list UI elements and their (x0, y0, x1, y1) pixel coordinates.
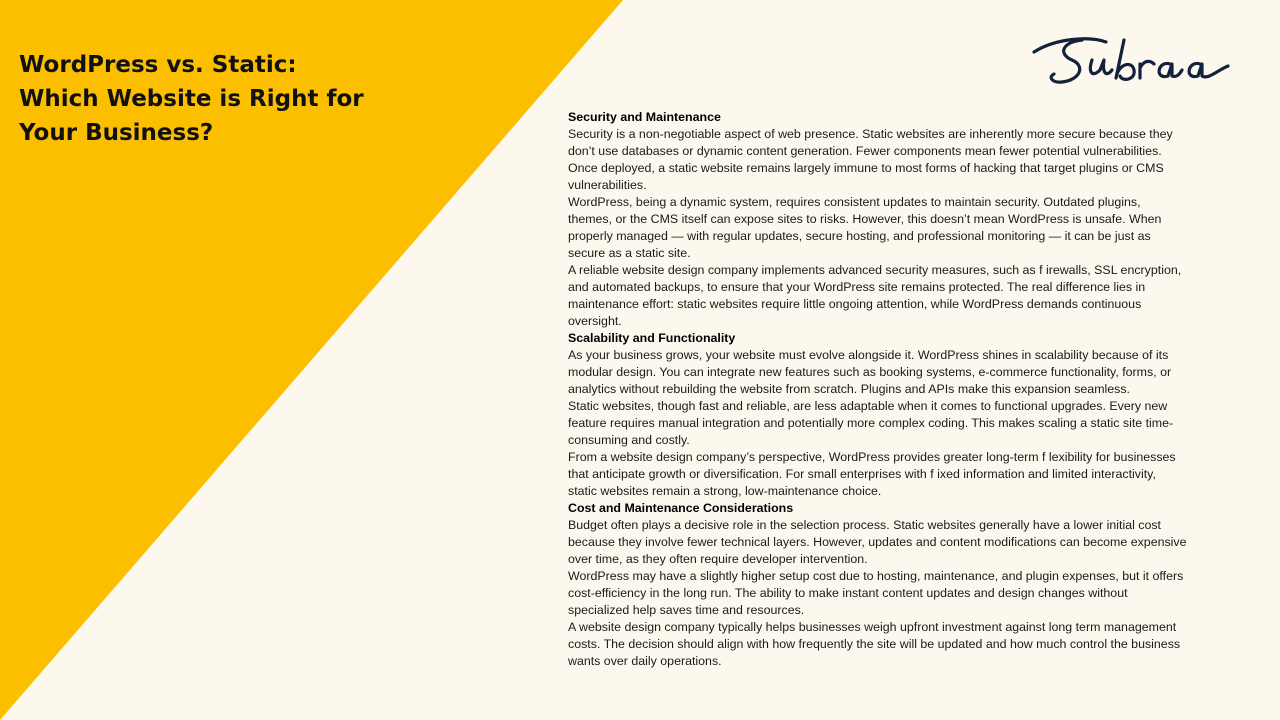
section-security-maintenance (568, 109, 1188, 330)
paragraph: Budget often plays a decisive role in the selection process. Static websites generally have a lower initial cost because they involve fewer technical layers. However, updates and content modifications can become expensive over time, as they often require developer intervention. (568, 518, 1187, 566)
section-heading: Cost and Maintenance Considerations (568, 501, 794, 515)
section-cost-maintenance (568, 500, 1188, 670)
paragraph: WordPress may have a slightly higher setup cost due to hosting, maintenance, and plugin expenses, but it offers cost-efficiency in the long run. The ability to make instant content updates and design changes without specialized help saves time and resources. (568, 569, 1184, 617)
section-scalability-functionality (568, 330, 1188, 500)
paragraph: Static websites, though fast and reliable, are less adaptable when it comes to functional upgrades. Every new feature requires manual integration and potentially more complex coding. This makes scaling a static site time-consuming and costly. (568, 399, 1174, 447)
subraa-logo (1028, 30, 1238, 92)
paragraph: From a website design company’s perspective, WordPress provides greater long-term f lexibility for businesses that anticipate growth or diversification. For small enterprises with f ixed information and limited interactivity, static websites remain a strong, low-maintenance choice. (568, 450, 1176, 498)
page-title: WordPress vs. Static: Which Website is Right for Your Business? (19, 52, 364, 146)
paragraph: A reliable website design company implements advanced security measures, such as f irewalls, SSL encryption, and automated backups, to ensure that your WordPress site remains protected. The real difference lies in maintenance effort: static websites require little ongoing attention, while WordPress demands continuous oversight. (568, 263, 1182, 328)
section-heading: Scalability and Functionality (568, 331, 736, 345)
section-heading: Security and Maintenance (568, 110, 721, 124)
paragraph: WordPress, being a dynamic system, requires consistent updates to maintain security. Outdated plugins, themes, or the CMS itself can expose sites to risks. However, this doesn’t mean WordPress is unsafe. When properly managed — with regular updates, secure hosting, and professional monitoring — it can be just as secure as a static site. (568, 195, 1162, 260)
paragraph: Security is a non-negotiable aspect of web presence. Static websites are inherently more secure because they don’t use databases or dynamic content generation. Fewer components mean fewer potential vulnerabilities. Once deployed, a static website remains largely immune to most forms of hacking that target plugins or CMS vulnerabilities. (568, 127, 1173, 192)
article-body (568, 109, 1188, 670)
paragraph: A website design company typically helps businesses weigh upfront investment against long term management costs. The decision should align with how frequently the site will be updated and how much control the business wants over daily operations. (568, 620, 1181, 668)
paragraph: As your business grows, your website must evolve alongside it. WordPress shines in scalability because of its modular design. You can integrate new features such as booking systems, e-commerce functionality, forms, or analytics without rebuilding the website from scratch. Plugins and APIs make this expansion seamless. (568, 348, 1172, 396)
